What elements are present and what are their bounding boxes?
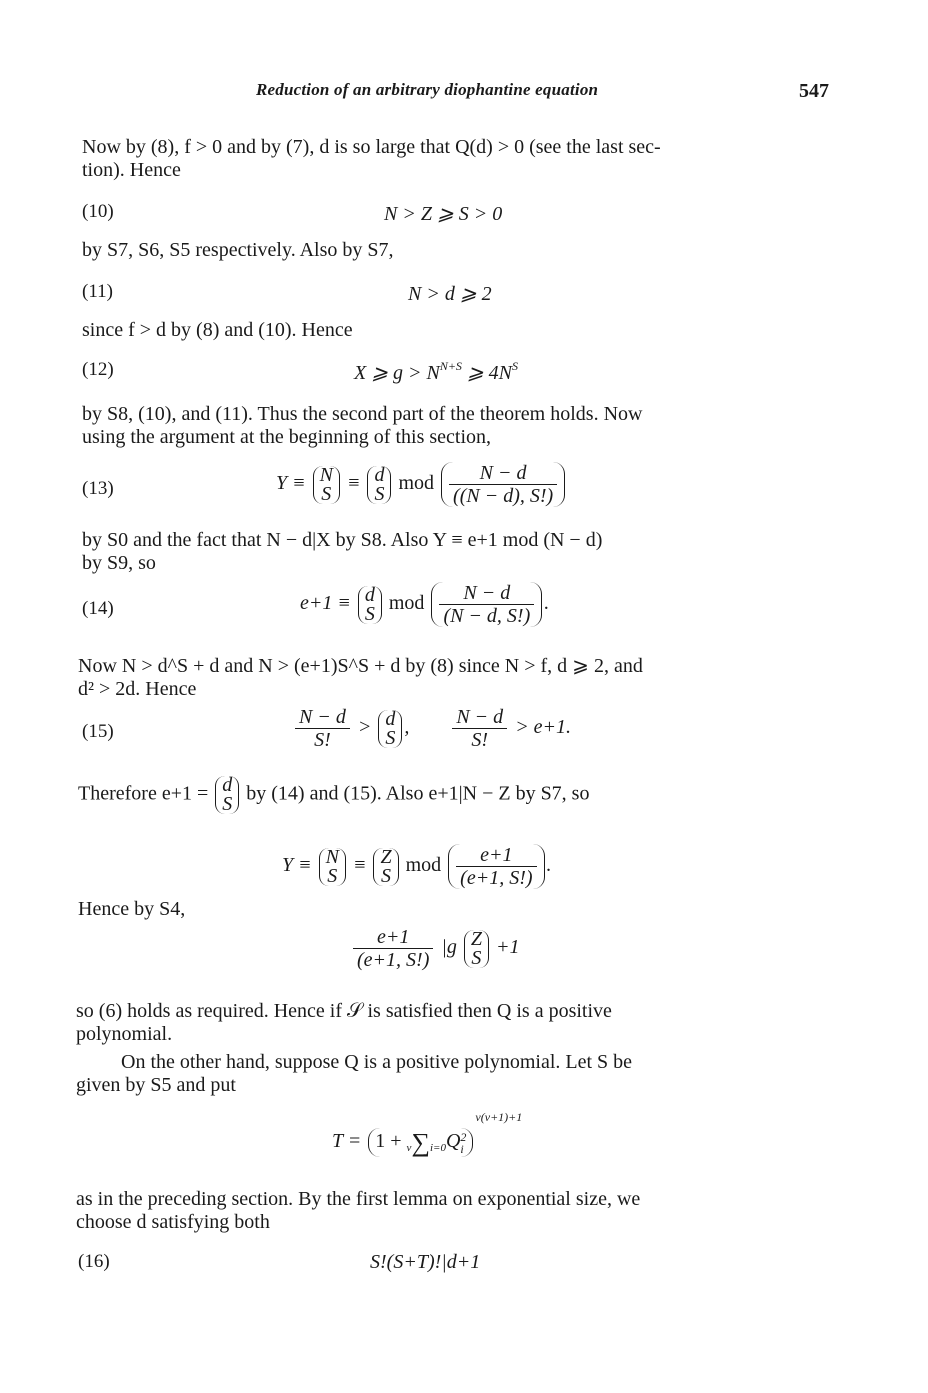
math-text: ≡ bbox=[352, 854, 367, 877]
paragraph-11 bbox=[76, 1188, 640, 1234]
paragraph-line: by S0 and the fact that N − d|X by S8. Also Y ≡ e+1 mod (N − d) bbox=[82, 529, 603, 551]
equation-number: (12) bbox=[82, 359, 114, 380]
fraction-denominator: S! bbox=[471, 729, 489, 751]
equation-number: (13) bbox=[82, 478, 114, 499]
math-text: +1 bbox=[495, 936, 520, 959]
fraction bbox=[452, 706, 507, 751]
paragraph-line: choose d satisfying both bbox=[76, 1211, 270, 1233]
running-header: Reduction of an arbitrary diophantine equation bbox=[256, 80, 599, 99]
paragraph-9 bbox=[76, 1000, 612, 1046]
parenthesis bbox=[368, 1128, 473, 1156]
binomial-bottom: S bbox=[222, 793, 233, 815]
paragraph-line: polynomial. bbox=[76, 1023, 173, 1045]
paragraph-line: using the argument at the beginning of this section, bbox=[82, 426, 492, 448]
paragraph-line: d² > 2d. Hence bbox=[78, 678, 197, 700]
equation-11: N > d ⩾ 2 bbox=[408, 283, 492, 305]
math-text: T = bbox=[332, 1130, 362, 1152]
binomial-top: d bbox=[374, 463, 385, 486]
fraction bbox=[449, 462, 557, 507]
paragraph-line: Now N > d^S + d and N > (e+1)S^S + d by (8) since N > f, d ⩾ 2, and bbox=[78, 655, 643, 677]
summation-upper: ν bbox=[406, 1141, 412, 1154]
equation-12 bbox=[354, 359, 518, 385]
binomial-bottom: S bbox=[364, 602, 375, 625]
paragraph-line: Now by (8), f > 0 and by (7), d is so large that Q(d) > 0 (see the last sec- bbox=[82, 136, 661, 158]
fraction-denominator: (e+1, S!) bbox=[460, 867, 533, 889]
math-text: |g bbox=[441, 936, 457, 959]
binomial-top: Z bbox=[470, 927, 482, 950]
paragraph-line: as in the preceding section. By the first lemma on exponential size, we bbox=[76, 1188, 641, 1210]
paragraph-3: since f > d by (8) and (10). Hence bbox=[82, 319, 353, 341]
fraction-numerator: N − d bbox=[452, 706, 507, 729]
equation-13 bbox=[276, 462, 567, 507]
fraction bbox=[439, 582, 534, 627]
equation-number: (16) bbox=[78, 1251, 110, 1272]
binomial bbox=[464, 927, 489, 969]
fraction-numerator: e+1 bbox=[353, 926, 433, 949]
equation-unnumbered-2 bbox=[350, 926, 519, 971]
binomial bbox=[367, 463, 391, 505]
paragraph-line: by S8, (10), and (11). Thus the second part of the theorem holds. Now bbox=[82, 403, 643, 425]
paragraph-10 bbox=[76, 1051, 632, 1097]
fraction bbox=[353, 926, 433, 971]
math-text: Y ≡ bbox=[282, 854, 312, 877]
math-text: X ⩾ g > N bbox=[354, 362, 440, 384]
fraction bbox=[295, 706, 350, 751]
fraction-numerator: N − d bbox=[449, 462, 557, 485]
binomial bbox=[313, 463, 340, 505]
paragraph-1 bbox=[82, 136, 661, 182]
binomial-bottom: S bbox=[381, 864, 392, 887]
mod-operator: mod bbox=[398, 472, 435, 495]
equation-number: (11) bbox=[82, 281, 113, 302]
mod-operator: mod bbox=[405, 854, 442, 877]
math-text: . bbox=[546, 854, 552, 877]
equation-16: S!(S+T)!|d+1 bbox=[370, 1251, 481, 1273]
math-text: > bbox=[357, 716, 372, 739]
equation-10: N > Z ⩾ S > 0 bbox=[384, 203, 503, 225]
binomial-bottom: S bbox=[374, 482, 385, 505]
paragraph-7 bbox=[78, 776, 589, 814]
binomial bbox=[358, 583, 382, 625]
binomial bbox=[215, 776, 239, 814]
math-text: > e+1. bbox=[515, 716, 572, 739]
math-text: . bbox=[544, 592, 550, 615]
equation-15 bbox=[292, 706, 571, 751]
exponent: ν(ν+1)+1 bbox=[475, 1110, 523, 1124]
math-text: , bbox=[404, 716, 410, 739]
paragraph-line: On the other hand, suppose Q is a positive polynomial. Let S be bbox=[121, 1051, 633, 1073]
math-text: e+1 ≡ bbox=[300, 592, 351, 615]
fraction-denominator: S! bbox=[314, 729, 331, 751]
paragraph-line: by S9, so bbox=[82, 552, 156, 574]
binomial-top: N bbox=[319, 463, 333, 486]
paragraph-2: by S7, S6, S5 respectively. Also by S7, bbox=[82, 239, 394, 261]
fraction-denominator: (N − d, S!) bbox=[443, 605, 531, 627]
summation-lower: i=0 bbox=[429, 1141, 446, 1154]
fraction-numerator: N − d bbox=[439, 582, 534, 605]
binomial-top: Z bbox=[380, 845, 392, 868]
math-text: by (14) and (15). Also e+1|N − Z by S7, so bbox=[246, 782, 590, 805]
paragraph-line: so (6) holds as required. Hence if 𝒮 is satisfied then Q is a positive bbox=[76, 1000, 612, 1022]
equation-number: (15) bbox=[82, 721, 114, 742]
math-text: Y ≡ bbox=[276, 472, 306, 495]
binomial bbox=[373, 845, 398, 887]
binomial bbox=[378, 707, 402, 749]
fraction-denominator: (e+1, S!) bbox=[357, 949, 430, 971]
page-number: 547 bbox=[799, 80, 829, 102]
subscript: i bbox=[460, 1141, 464, 1156]
binomial-bottom: S bbox=[327, 864, 338, 887]
equation-unnumbered-3 bbox=[332, 1110, 522, 1157]
binomial-top: d bbox=[385, 707, 396, 730]
binomial-top: d bbox=[364, 583, 375, 606]
math-text: ⩾ 4N bbox=[466, 362, 513, 384]
exponent: 2 bbox=[460, 1129, 467, 1144]
math-text: 1 + bbox=[375, 1130, 402, 1153]
binomial-bottom: S bbox=[321, 482, 332, 505]
fraction bbox=[456, 844, 536, 889]
paragraph-5 bbox=[82, 529, 602, 575]
binomial-bottom: S bbox=[385, 726, 396, 749]
math-text: Q bbox=[445, 1130, 461, 1153]
mod-operator: mod bbox=[388, 592, 425, 615]
fraction-numerator: e+1 bbox=[456, 844, 536, 867]
equation-unnumbered-1 bbox=[282, 844, 552, 889]
equation-number: (14) bbox=[82, 598, 114, 619]
equation-14 bbox=[300, 582, 549, 627]
fraction-numerator: N − d bbox=[295, 706, 350, 729]
math-text: Therefore e+1 = bbox=[78, 782, 209, 805]
exponent: S bbox=[512, 359, 519, 373]
paragraph-8: Hence by S4, bbox=[78, 898, 186, 920]
fraction-denominator: ((N − d), S!) bbox=[453, 485, 554, 507]
binomial-bottom: S bbox=[471, 946, 482, 969]
paragraph-line: given by S5 and put bbox=[76, 1074, 236, 1096]
parenthesis bbox=[448, 844, 544, 889]
binomial bbox=[319, 845, 346, 887]
binomial-top: N bbox=[325, 845, 339, 868]
sigma-icon: ∑ bbox=[411, 1127, 430, 1157]
paragraph-6 bbox=[78, 655, 643, 701]
summation bbox=[406, 1127, 446, 1157]
exponent: N+S bbox=[439, 359, 462, 373]
equation-number: (10) bbox=[82, 201, 114, 222]
parenthesis bbox=[441, 462, 565, 507]
math-text: ≡ bbox=[346, 472, 361, 495]
binomial-top: d bbox=[222, 774, 233, 796]
paragraph-4 bbox=[82, 403, 642, 449]
paragraph-line: tion). Hence bbox=[82, 159, 181, 181]
parenthesis bbox=[431, 582, 542, 627]
